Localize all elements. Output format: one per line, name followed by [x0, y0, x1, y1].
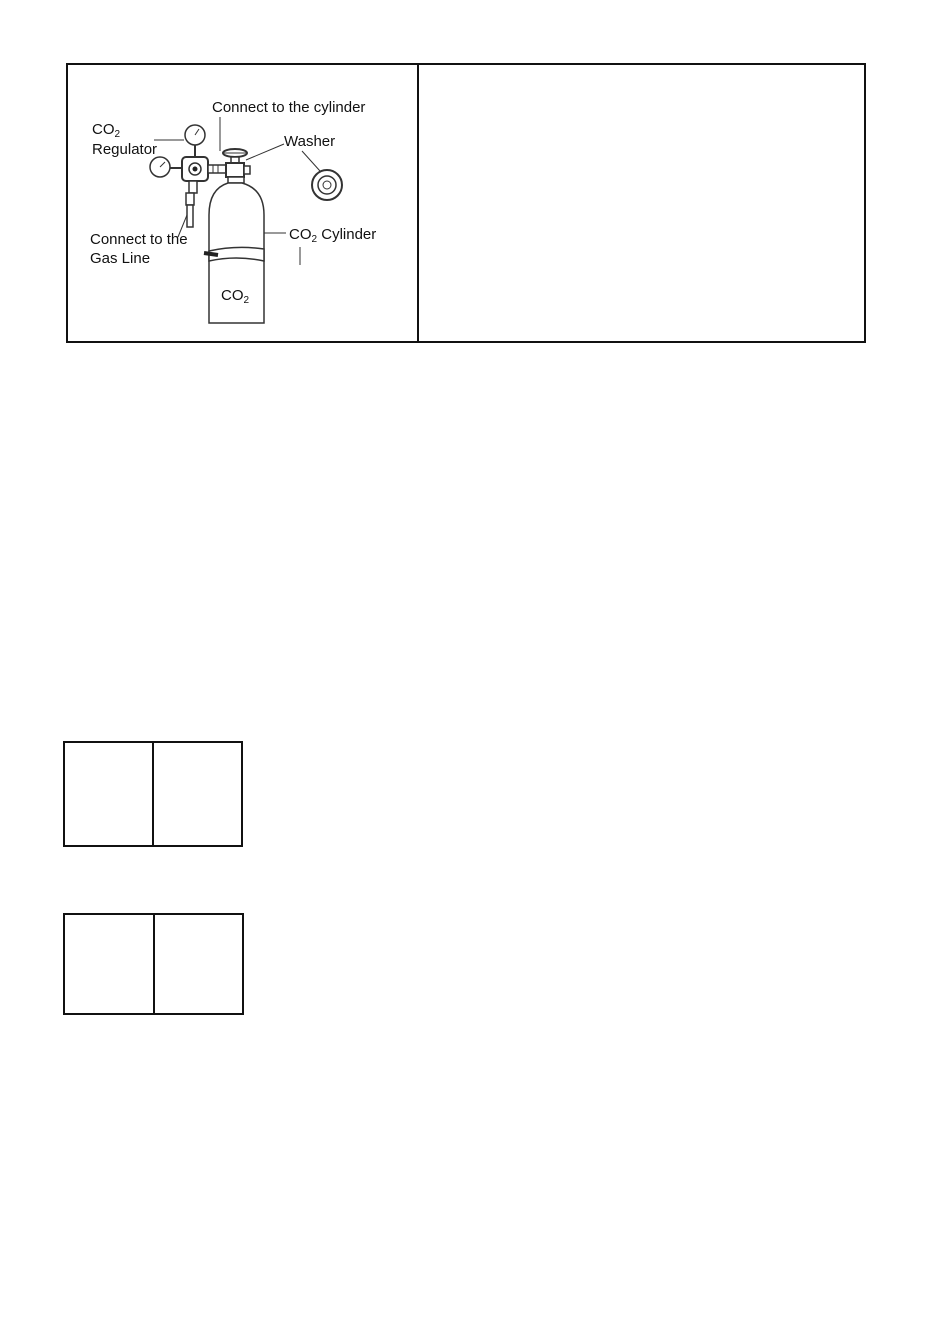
regulator-body-icon — [182, 157, 226, 181]
table-cell — [65, 915, 153, 1013]
table-cell — [153, 915, 243, 1013]
connect-gas-line-label-line2: Gas Line — [90, 250, 151, 267]
cylinder-valve-icon — [223, 149, 250, 183]
regulator-label-line2: Regulator — [92, 141, 158, 158]
pressure-gauge-icon — [150, 157, 182, 177]
text-cell — [419, 65, 864, 341]
tank-label: $CO_2$ — [221, 287, 250, 306]
cylinder-label: $CO_2$ Cylinder — [289, 226, 377, 245]
table-cell — [65, 743, 152, 845]
co2-setup-diagram — [68, 65, 415, 341]
table-cell — [152, 743, 241, 845]
diagram-cell — [68, 65, 419, 341]
connect-cylinder-label: Connect to the cylinder — [212, 99, 366, 116]
top-table — [66, 63, 866, 343]
small-table-1 — [63, 741, 243, 847]
small-table-2 — [63, 913, 244, 1015]
pressure-gauge-icon — [185, 125, 205, 157]
washer-icon — [312, 170, 342, 200]
washer-leader — [246, 144, 284, 160]
washer-leader-2 — [302, 151, 320, 171]
gas-outlet-icon — [186, 181, 197, 227]
regulator-label: $CO_2$ — [92, 121, 121, 140]
connect-gas-line-label: Connect to the — [90, 231, 188, 248]
washer-label: Washer — [284, 133, 336, 150]
